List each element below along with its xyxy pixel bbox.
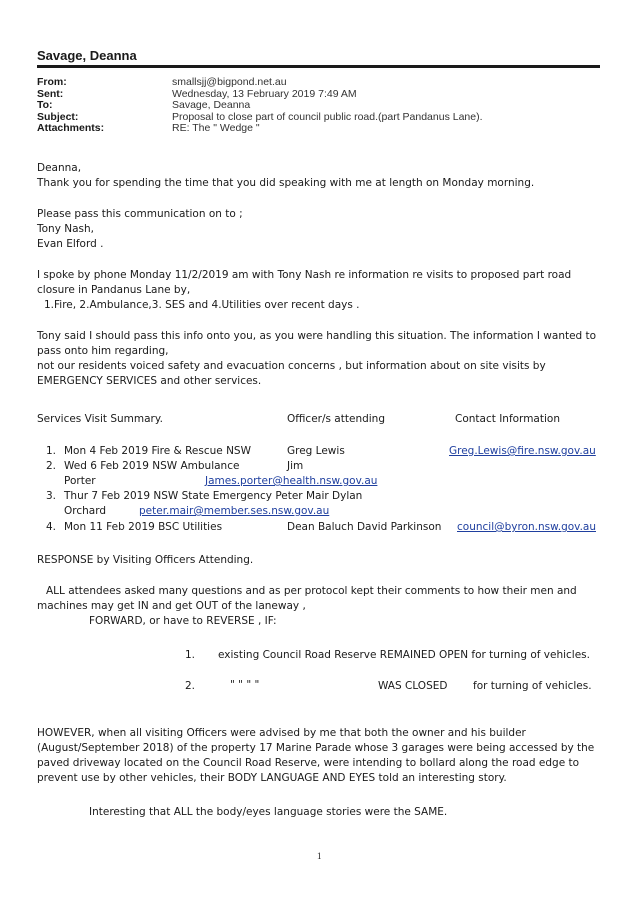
tony-line-4: EMERGENCY SERVICES and other services. — [37, 375, 262, 387]
meta-sent-label: Sent: — [37, 87, 64, 100]
visit-2-text: Wed 6 Feb 2019 NSW Ambulance — [64, 460, 240, 472]
response-line-2: machines may get IN and get OUT of the laneway , — [37, 600, 306, 612]
condition-2-number: 2. — [185, 680, 196, 692]
condition-2-closed: WAS CLOSED — [378, 680, 448, 692]
meta-subject-value: Proposal to close part of council public road.(part Pandanus Lane). — [172, 110, 483, 123]
phone-line-2: closure in Pandanus Lane by, — [37, 284, 191, 296]
meta-to — [37, 100, 483, 112]
response-line-1: ALL attendees asked many questions and as per protocol kept their comments to how their men and — [46, 585, 577, 597]
meta-to-value: Savage, Deanna — [172, 99, 251, 111]
summary-header-services: Services Visit Summary. — [37, 413, 163, 425]
however-line-4: prevent use by other vehicles, their BODY LANGUAGE AND EYES told an interesting story. — [37, 772, 507, 784]
tony-line-3: not our residents voiced safety and evacuation concerns , but information about on site visits by — [37, 360, 546, 372]
visit-2-officer: Jim — [287, 460, 304, 472]
visit-1-email-link[interactable]: Greg.Lewis@fire.nsw.gov.au — [449, 445, 596, 457]
meta-to-label: To: — [37, 99, 53, 111]
visit-3-text: Thur 7 Feb 2019 NSW State Emergency Peter Mair Dylan — [64, 490, 363, 502]
visit-2-email-link[interactable]: James.porter@health.nsw.gov.au — [205, 475, 378, 487]
page-number: 1 — [317, 851, 322, 861]
meta-sent — [37, 89, 483, 101]
visit-2-officer-cont: Porter — [64, 475, 96, 487]
summary-header-contact: Contact Information — [455, 413, 560, 425]
meta-from-value: smallsjj@bigpond.net.au — [172, 76, 287, 88]
phone-line-3: 1.Fire, 2.Ambulance,3. SES and 4.Utilities over recent days . — [44, 299, 360, 311]
meta-attachments-label: Attachments: — [37, 122, 105, 134]
tony-line-1: Tony said I should pass this info onto you, as you were handling this situation. The information I wanted to — [37, 330, 597, 342]
condition-1-number: 1. — [185, 649, 196, 661]
visit-1-text: Mon 4 Feb 2019 Fire & Rescue NSW — [64, 445, 251, 457]
greeting: Deanna, — [37, 162, 82, 174]
meta-attachments-value: RE: The " Wedge " — [172, 122, 260, 134]
however-line-1: HOWEVER, when all visiting Officers were advised by me that both the owner and his builder — [37, 727, 526, 739]
condition-1-text: existing Council Road Reserve REMAINED OPEN for turning of vehicles. — [218, 649, 590, 661]
visit-1-officer: Greg Lewis — [287, 445, 345, 457]
visit-3-officer-cont: Orchard — [64, 505, 107, 517]
meta-attachments — [37, 123, 483, 135]
visit-4-text: Mon 11 Feb 2019 BSC Utilities — [64, 521, 223, 533]
meta-from — [37, 77, 483, 89]
visit-1-number: 1. — [46, 445, 57, 457]
pass-on-line: Please pass this communication on to ; — [37, 208, 243, 220]
thanks-line: Thank you for spending the time that you did speaking with me at length on Monday morning. — [37, 177, 535, 189]
summary-header-officers: Officer/s attending — [287, 413, 385, 425]
closing-line: Interesting that ALL the body/eyes language stories were the SAME. — [89, 806, 448, 818]
phone-line-1: I spoke by phone Monday 11/2/2019 am with Tony Nash re information re visits to proposed part road — [37, 269, 572, 281]
condition-2-ditto: " " " " — [230, 679, 260, 691]
tony-line-2: pass onto him regarding, — [37, 345, 169, 357]
however-line-2: (August/September 2018) of the property 17 Marine Parade whose 3 garages were being accessed by the — [37, 742, 595, 754]
visit-2-number: 2. — [46, 460, 57, 472]
header-rule — [37, 65, 600, 68]
visit-3-number: 3. — [46, 490, 57, 502]
meta-from-label: From: — [37, 76, 67, 88]
recipient-tony: Tony Nash, — [37, 223, 95, 235]
meta-subject-label: Subject: — [37, 110, 79, 123]
condition-2-tail: for turning of vehicles. — [473, 680, 592, 692]
recipient-evan: Evan Elford . — [37, 238, 104, 250]
visit-4-email-link[interactable]: council@byron.nsw.gov.au — [457, 521, 596, 533]
visit-3-email-link[interactable]: peter.mair@member.ses.nsw.gov.au — [139, 505, 330, 517]
sender-name: Savage, Deanna — [37, 48, 137, 63]
however-line-3: paved driveway located on the Council Road Reserve, were intending to bollard along the road edge to — [37, 757, 580, 769]
visit-4-number: 4. — [46, 521, 57, 533]
email-meta — [37, 77, 483, 135]
response-line-3: FORWARD, or have to REVERSE , IF: — [89, 615, 277, 627]
visit-4-officer: Dean Baluch David Parkinson — [287, 521, 442, 533]
meta-sent-value: Wednesday, 13 February 2019 7:49 AM — [172, 87, 357, 100]
response-heading: RESPONSE by Visiting Officers Attending. — [37, 554, 254, 566]
